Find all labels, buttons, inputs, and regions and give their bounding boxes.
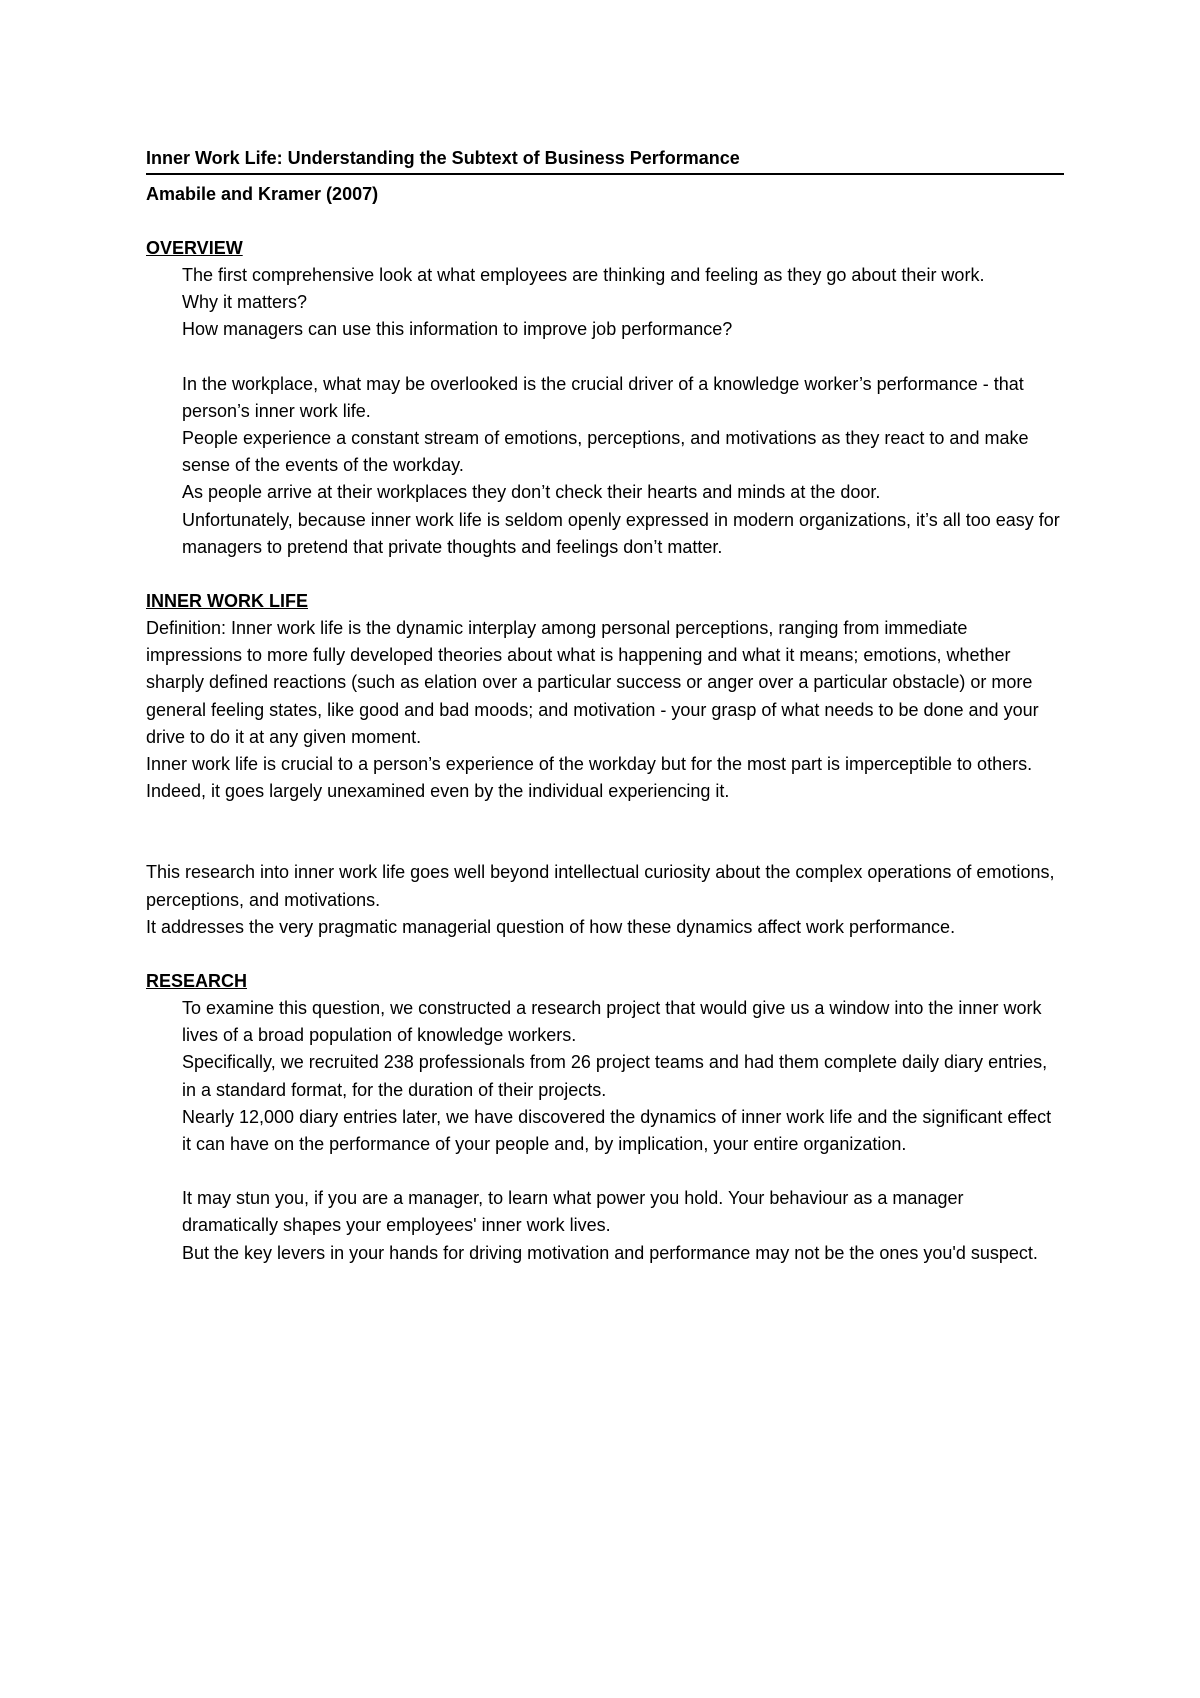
spacer [146,208,1064,235]
overview-line: In the workplace, what may be overlooked is the crucial driver of a knowledge worker’s performance - that person’s inner work life. [182,373,1024,421]
research-section [146,995,1064,1267]
overview-line: The first comprehensive look at what employees are thinking and feeling as they go about their work. [182,265,985,285]
research-line: To examine this question, we constructed a research project that would give us a window into the inner work lives of a broad population of knowledge workers. [182,998,1042,1046]
document-body [146,146,1064,1267]
spacer [146,941,1064,968]
research-context-line: It addresses the very pragmatic managerial question of how these dynamics affect work performance. [146,916,956,937]
overview-line: As people arrive at their workplaces they don’t check their hearts and minds at the door. [182,482,881,503]
document-authors: Amabile and Kramer (2007) [146,184,379,204]
research-line: Specifically, we recruited 238 professionals from 26 project teams and had them complete daily diary entries, in a standard format, for the duration of their projects. [182,1052,1048,1100]
inner-work-life-note: Inner work life is crucial to a person’s experience of the workday but for the most part is imperceptible to others. Indeed, it goes largely unexamined even by the individual experiencing it. [146,754,1033,802]
research-line: It may stun you, if you are a manager, to learn what power you hold. Your behaviour as a manager dramatically shapes your employees' inner work lives. [182,1188,964,1236]
document-title: Inner Work Life: Understanding the Subtext of Business Performance [146,146,1064,175]
section-heading-inner-work-life: INNER WORK LIFE [146,591,308,612]
overview-line: Unfortunately, because inner work life is seldom openly expressed in modern organizations, it’s all too easy for managers to pretend that private thoughts and feelings don’t matter. [182,509,1060,557]
section-heading-overview: OVERVIEW [146,238,243,258]
overview-line: People experience a constant stream of emotions, perceptions, and motivations as they react to and make sense of the events of the workday. [182,428,1029,476]
definition-paragraph: Definition: Inner work life is the dynamic interplay among personal perceptions, ranging from immediate impressions to more fully developed theories about what is happening and what it means; emotions, whether sharply defined reactions (such as elation over a particular success or anger over a particular obstacle) or more general feeling states, like good and bad moods; and motivation - your grasp of what needs to be done and your drive to do it at any given moment. [146,618,1039,747]
research-line: Nearly 12,000 diary entries later, we have discovered the dynamics of inner work life and the significant effect it can have on the performance of your people and, by implication, your entire organization. [182,1106,1052,1155]
section-heading-research: RESEARCH [146,971,248,992]
research-line: But the key levers in your hands for driving motivation and performance may not be the ones you'd suspect. [182,1242,1038,1263]
spacer [146,805,1064,859]
spacer [182,1158,1064,1185]
overview-line: Why it matters? [182,292,308,313]
overview-line: How managers can use this information to improve job performance? [182,319,733,340]
research-context-line: This research into inner work life goes well beyond intellectual curiosity about the complex operations of emotions, perceptions, and motivations. [146,862,1055,910]
overview-section [146,262,1064,561]
spacer [146,561,1064,588]
spacer [182,344,1064,371]
